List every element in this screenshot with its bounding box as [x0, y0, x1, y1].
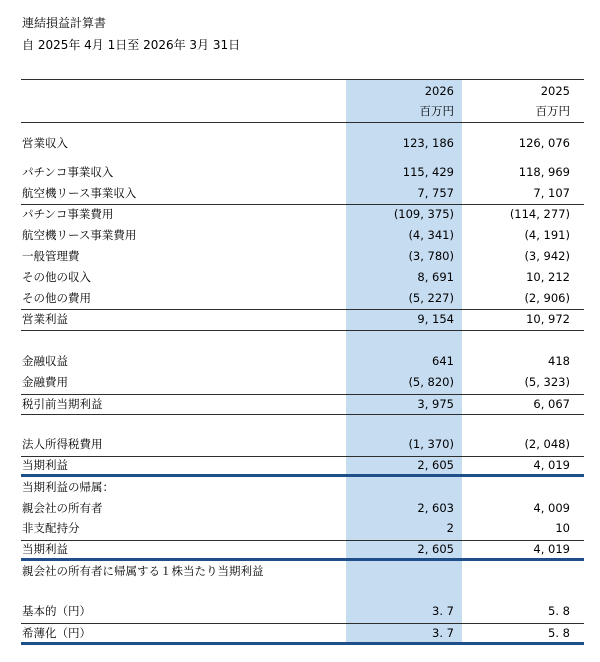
row-label: 当期利益	[22, 458, 68, 472]
row-value-2026: 115, 429	[402, 165, 454, 179]
row-value-2025: (114, 277)	[509, 207, 570, 221]
table-row	[0, 135, 600, 151]
row-value-2025: 10	[555, 521, 570, 535]
row-value-2026: (3, 780)	[408, 249, 454, 263]
header-2025-year: 2025	[540, 84, 570, 98]
row-value-2025: 6, 067	[533, 397, 570, 411]
row-value-2026: (5, 820)	[408, 375, 454, 389]
row-label: パチンコ事業費用	[22, 207, 114, 221]
header-2026-unit: 百万円	[419, 104, 454, 118]
row-value-2025: 4, 019	[533, 458, 570, 472]
row-label: 金融費用	[22, 375, 68, 389]
row-divider	[21, 394, 584, 395]
row-value-2026: 123, 186	[402, 136, 454, 150]
row-value-2026: 9, 154	[417, 312, 454, 326]
row-value-2025: (5, 323)	[524, 375, 570, 389]
row-value-2025: 10, 972	[526, 312, 570, 326]
row-value-2026: 2, 605	[417, 542, 454, 556]
row-label: 一般管理費	[22, 249, 80, 263]
row-value-2026: (5, 227)	[408, 291, 454, 305]
row-value-2025: 5. 8	[548, 626, 570, 640]
row-value-2025: 4, 019	[533, 542, 570, 556]
row-divider	[21, 330, 584, 331]
row-label: 非支配持分	[22, 521, 80, 535]
row-value-2026: 2, 605	[417, 458, 454, 472]
double-rule	[21, 642, 584, 645]
table-row	[0, 185, 600, 201]
header-2026-year: 2026	[424, 84, 454, 98]
row-label: パチンコ事業収入	[22, 165, 114, 179]
table-row	[0, 500, 600, 516]
row-label: 営業収入	[22, 136, 68, 150]
row-label: 税引前当期利益	[22, 397, 103, 411]
row-value-2026: 3. 7	[432, 626, 454, 640]
row-label: 金融収益	[22, 354, 68, 368]
row-value-2026: 7, 757	[417, 186, 454, 200]
row-value-2025: (2, 906)	[524, 291, 570, 305]
row-label: 法人所得税費用	[22, 437, 103, 451]
row-value-2026: (109, 375)	[393, 207, 454, 221]
row-label: 親会社の所有者に帰属する１株当たり当期利益	[22, 564, 264, 578]
row-value-2026: (4, 341)	[408, 228, 454, 242]
row-label: 航空機リース事業費用	[22, 228, 137, 242]
header-bottom-rule	[21, 122, 584, 123]
row-value-2026: (1, 370)	[408, 437, 454, 451]
table-row	[0, 353, 600, 369]
row-label: 親会社の所有者	[22, 501, 103, 515]
table-row	[0, 269, 600, 285]
table-row	[0, 206, 600, 222]
row-label: その他の費用	[22, 291, 91, 305]
row-label: 航空機リース事業収入	[22, 186, 137, 200]
table-row	[0, 396, 600, 412]
row-value-2025: 118, 969	[518, 165, 570, 179]
row-label: 当期利益の帰属：	[22, 480, 114, 494]
column-header-unit	[0, 103, 600, 119]
double-rule	[21, 558, 584, 561]
row-value-2025: 126, 076	[518, 136, 570, 150]
row-value-2026: 641	[432, 354, 454, 368]
row-value-2025: 10, 212	[526, 270, 570, 284]
row-value-2026: 2	[446, 521, 454, 535]
row-divider	[21, 204, 584, 205]
row-value-2025: (2, 048)	[524, 437, 570, 451]
column-header-year	[0, 83, 600, 99]
table-row	[0, 479, 600, 495]
row-value-2025: (3, 942)	[524, 249, 570, 263]
statement-title: 連結損益計算書	[22, 16, 107, 30]
table-row	[0, 164, 600, 180]
row-value-2025: 7, 107	[533, 186, 570, 200]
table-row	[0, 374, 600, 390]
table-row	[0, 563, 600, 579]
row-value-2025: 418	[548, 354, 570, 368]
table-top-rule	[21, 79, 584, 80]
row-divider	[21, 623, 584, 624]
table-row	[0, 436, 600, 452]
table-row	[0, 625, 600, 641]
row-label: 希薄化（円）	[22, 626, 91, 640]
row-label: その他の収入	[22, 270, 91, 284]
table-row	[0, 227, 600, 243]
table-row	[0, 457, 600, 473]
row-value-2025: (4, 191)	[524, 228, 570, 242]
row-value-2026: 2, 603	[417, 501, 454, 515]
row-divider	[21, 414, 584, 415]
row-value-2025: 5. 8	[548, 604, 570, 618]
row-divider	[21, 309, 584, 310]
table-row	[0, 311, 600, 327]
row-label: 当期利益	[22, 542, 68, 556]
table-row	[0, 248, 600, 264]
row-label: 基本的（円）	[22, 604, 91, 618]
table-row	[0, 290, 600, 306]
row-value-2025: 4, 009	[533, 501, 570, 515]
row-value-2026: 8, 691	[417, 270, 454, 284]
double-rule	[21, 474, 584, 477]
header-2025-unit: 百万円	[535, 104, 570, 118]
table-row	[0, 520, 600, 536]
table-row	[0, 603, 600, 619]
row-value-2026: 3. 7	[432, 604, 454, 618]
row-label: 営業利益	[22, 312, 68, 326]
row-value-2026: 3, 975	[417, 397, 454, 411]
statement-period: 自 2025年 4月 1日至 2026年 3月 31日	[22, 38, 241, 52]
table-row	[0, 541, 600, 557]
